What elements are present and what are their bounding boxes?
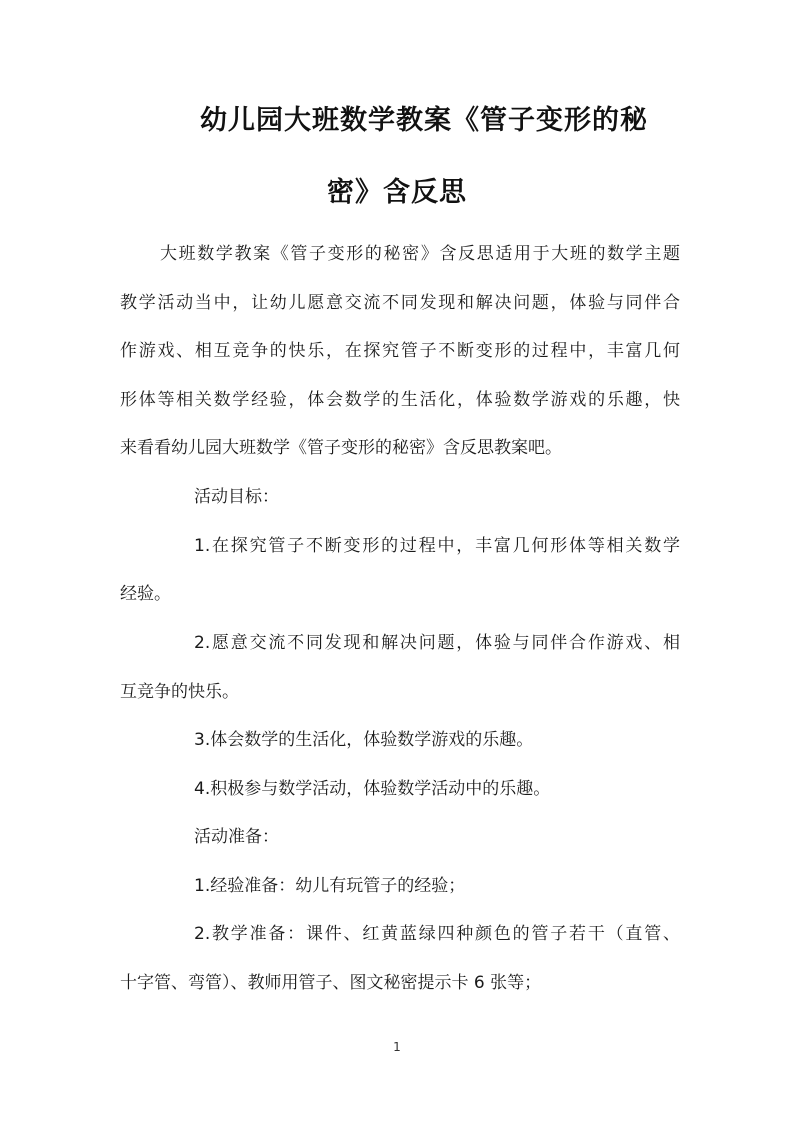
prep-heading: 活动准备：: [194, 827, 279, 847]
document-title-line-2: 密》含反思: [327, 177, 467, 208]
prep-item-1: 1.经验准备：幼儿有玩管子的经验；: [194, 876, 466, 896]
goal-item-2: 2.愿意交流不同发现和解决问题，体验与同伴合作游戏、相: [194, 633, 680, 653]
goal-item-1: 1.在探究管子不断变形的过程中，丰富几何形体等相关数学: [194, 536, 680, 556]
goal-item-2-continued: 互竞争的快乐。: [120, 682, 239, 702]
prep-item-2: 2.教学准备：课件、红黄蓝绿四种颜色的管子若干（直管、: [194, 924, 680, 944]
goals-heading: 活动目标：: [194, 487, 279, 507]
intro-paragraph-line: 形体等相关数学经验，体会数学的生活化，体验数学游戏的乐趣，快: [120, 390, 680, 410]
prep-item-2-continued: 十字管、弯管）、教师用管子、图文秘密提示卡 6 张等；: [120, 973, 542, 993]
intro-paragraph-line: 大班数学教案《管子变形的秘密》含反思适用于大班的数学主题: [160, 244, 680, 264]
goal-item-3: 3.体会数学的生活化，体验数学游戏的乐趣。: [194, 730, 534, 750]
intro-paragraph-line: 来看看幼儿园大班数学《管子变形的秘密》含反思教案吧。: [120, 438, 562, 458]
intro-paragraph-line: 作游戏、相互竞争的快乐，在探究管子不断变形的过程中，丰富几何: [120, 341, 680, 361]
goal-item-4: 4.积极参与数学活动，体验数学活动中的乐趣。: [194, 779, 551, 799]
page-number: 1: [393, 1040, 401, 1054]
document-title-line-1: 幼儿园大班数学教案《管子变形的秘: [200, 105, 648, 136]
intro-paragraph-line: 教学活动当中，让幼儿愿意交流不同发现和解决问题，体验与同伴合: [120, 293, 680, 313]
goal-item-1-continued: 经验。: [120, 584, 171, 604]
